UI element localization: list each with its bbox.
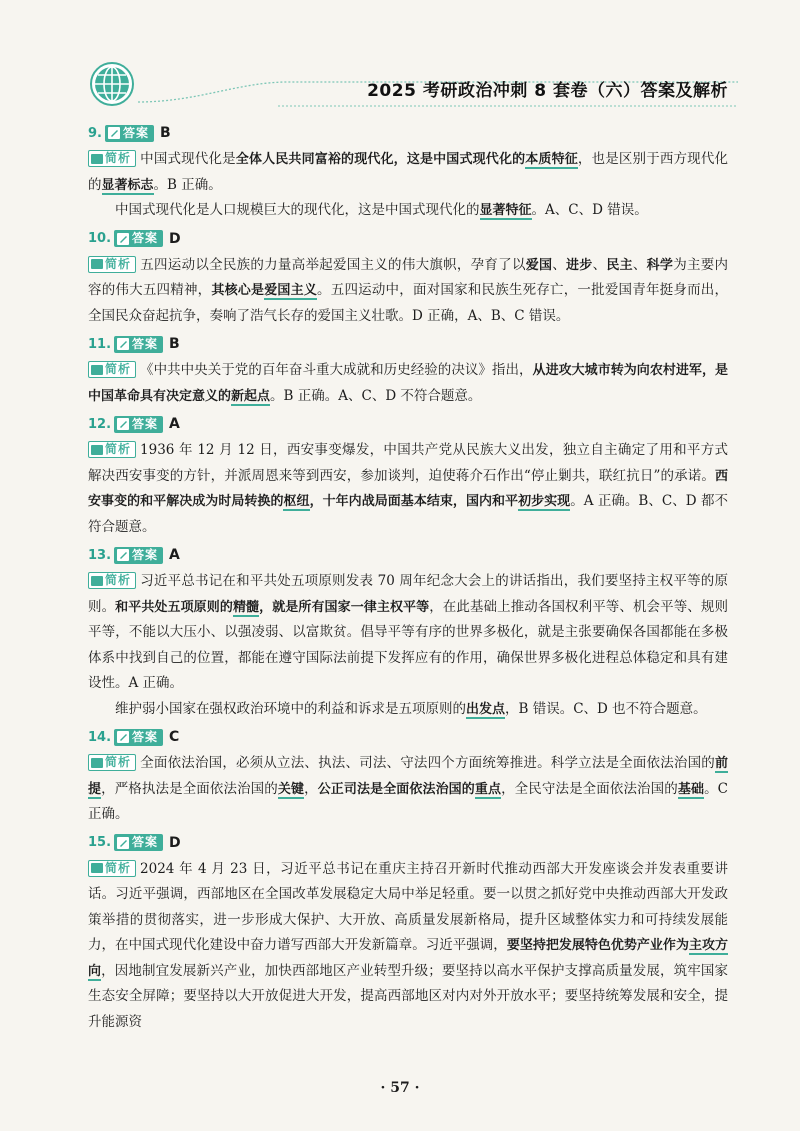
key-term: 新起点 xyxy=(231,388,271,404)
analysis-icon xyxy=(91,445,103,455)
analysis-paragraph xyxy=(88,147,728,198)
analysis-paragraph xyxy=(88,438,728,540)
key-term: 主攻方向 xyxy=(88,938,728,979)
question-block xyxy=(88,333,728,409)
analysis-badge: 简析 xyxy=(88,256,136,273)
answer-badge: 答案 xyxy=(114,416,163,433)
analysis-paragraph xyxy=(88,358,728,409)
question-number: 10. xyxy=(88,231,112,246)
answer-badge: 答案 xyxy=(114,729,163,746)
emphasis-text: 科学 xyxy=(646,257,674,273)
body-text: 中国式现代化是 xyxy=(140,151,236,167)
body-text: 习近平总书记在和平共处五项原则发表 70 周年纪念大会上的讲话指出，我们要坚持主权平等的原则。 xyxy=(88,573,728,615)
emphasis-text: ，十年内战局面基本结束，国内和平 xyxy=(309,494,519,509)
answer-letter: B xyxy=(169,336,180,352)
key-term: 爱国主义 xyxy=(264,283,318,298)
answer-badge: 答案 xyxy=(114,230,163,247)
question-answer-row xyxy=(88,122,728,144)
emphasis-text: 进步 xyxy=(566,257,593,273)
body-text: ，在此基础上推动各国权利平等、机会平等、规则平等，不能以大压小、以强凌弱、以富欺贫。倡导平等有序的世界多极化，就是主张要确保各国都能在多极体系中找到自己的位置，都能在遵守国际法前提下发挥应有的作用，确保世界多极化进程总体稳定和具有建设性。A 正确。 xyxy=(88,598,728,691)
question-answer-row xyxy=(88,726,728,748)
analysis-badge: 简析 xyxy=(88,150,136,167)
question-block xyxy=(88,544,728,722)
key-term: 本质特征 xyxy=(525,152,578,167)
analysis-icon xyxy=(91,259,103,269)
key-term: 前提 xyxy=(88,756,728,797)
analysis-badge: 简析 xyxy=(88,361,136,378)
key-term: 精髓 xyxy=(232,599,260,615)
emphasis-text: 爱国 xyxy=(525,257,553,273)
emphasis-text: 民主 xyxy=(606,257,633,273)
question-block xyxy=(88,413,728,540)
question-block xyxy=(88,832,728,1036)
body-text: 为主要内容的伟大五四精神， xyxy=(88,256,728,298)
analysis-paragraph xyxy=(88,751,728,828)
answer-badge: 答案 xyxy=(114,547,163,564)
answer-content xyxy=(88,122,728,1039)
body-text: ， xyxy=(304,780,318,797)
answer-letter: A xyxy=(169,547,180,563)
question-block xyxy=(88,228,728,330)
emphasis-text: 其核心 xyxy=(211,283,251,298)
pencil-icon xyxy=(116,232,130,246)
body-text: 2024 年 4 月 23 日，习近平总书记在重庆主持召开新时代推动西部大开发座谈会并发表重要讲话。习近平强调，西部地区在全国改革发展稳定大局中举足轻重。要一以贯之抓好党中央推动西部大开发政策举措的贯彻落实，进一步形成大保护、大开放、高质量发展新格局，提升区域整体实力和可持续发展能力，在中国式现代化建设中奋力谱写西部大开发新篇章。习近平强调， xyxy=(88,860,728,953)
body-text: 、 xyxy=(632,256,647,273)
body-text: ，B 错误。C、D 也不符合题意。 xyxy=(505,700,707,717)
body-text: 1936 年 12 月 12 日，西安事变爆发，中国共产党从民族大义出发，独立自主确定了用和平方式解决西安事变的方针，并派周恩来等到西安，参加谈判，迫使蒋介石作出“停止剿共，联红抗日”的承诺。 xyxy=(88,442,728,484)
body-text: 中国式现代化是人口规模巨大的现代化，这是中国式现代化的 xyxy=(115,202,480,218)
question-answer-row xyxy=(88,228,728,250)
analysis-icon xyxy=(91,758,103,768)
body-text: 。A 正确。B、C、D 都不符合题意。 xyxy=(88,493,728,535)
analysis-badge: 简析 xyxy=(88,572,136,589)
question-number: 11. xyxy=(88,336,112,352)
page-header xyxy=(0,0,800,120)
body-text: 《中共中央关于党的百年奋斗重大成就和历史经验的决议》指出， xyxy=(140,362,533,378)
globe-icon xyxy=(88,60,136,108)
answer-letter: B xyxy=(160,125,171,141)
question-block xyxy=(88,122,728,224)
question-block xyxy=(88,726,728,828)
key-term: 显著标志 xyxy=(101,177,154,193)
question-number: 14. xyxy=(88,729,112,745)
key-term: 关键 xyxy=(277,781,305,797)
key-term: 出发点 xyxy=(466,701,506,717)
pencil-icon xyxy=(116,548,130,562)
question-answer-row xyxy=(88,333,728,355)
page-title: 2025 考研政治冲刺 8 套卷（六）答案及解析 xyxy=(367,81,728,101)
analysis-icon xyxy=(91,863,103,873)
body-text: ，严格执法是全面依法治国的 xyxy=(101,780,278,797)
pencil-icon xyxy=(116,417,130,431)
body-text: 、 xyxy=(552,256,567,273)
answer-badge: 答案 xyxy=(105,125,154,142)
body-text: 全面依法治国，必须从立法、执法、司法、守法四个方面统筹推进。科学立法是全面依法治国的 xyxy=(140,755,715,771)
analysis-badge: 简析 xyxy=(88,754,136,771)
emphasis-text: 从进攻大城市转为向农村进军，是中国革命具有决定意义的 xyxy=(88,363,728,404)
page-number: · 57 · xyxy=(380,1080,420,1096)
emphasis-text: 要坚持把发展特色优势产业作为 xyxy=(506,938,689,953)
body-text: 。C 正确。 xyxy=(88,780,728,822)
answer-badge: 答案 xyxy=(114,336,163,353)
analysis-badge: 简析 xyxy=(88,441,136,458)
analysis-icon xyxy=(91,365,103,375)
body-text: ，也是区别于西方现代化的 xyxy=(88,151,728,193)
key-term: 枢纽 xyxy=(283,494,310,509)
key-term: 显著特征 xyxy=(479,203,532,218)
analysis-badge: 简析 xyxy=(88,860,136,877)
question-answer-row xyxy=(88,832,728,854)
body-text: 。五四运动中，面对国家和民族生死存亡，一批爱国青年挺身而出，全国民众奋起抗争，奏响了浩气长存的爱国主义壮歌。D 正确，A、B、C 错误。 xyxy=(88,282,728,324)
emphasis-text: 和平共处五项原则的 xyxy=(115,599,233,615)
emphasis-text: 全体人民共同富裕的现代化，这是中国式现代化的 xyxy=(235,152,526,167)
body-text: 。B 正确。 xyxy=(153,176,222,193)
analysis-icon xyxy=(91,576,103,586)
question-number: 13. xyxy=(88,547,112,563)
analysis-paragraph xyxy=(88,697,728,723)
emphasis-text: ，就是所有国家一律主权平等 xyxy=(259,599,430,615)
pencil-icon xyxy=(116,730,130,744)
analysis-icon xyxy=(91,154,103,164)
key-term: 重点 xyxy=(474,781,502,797)
question-number: 9. xyxy=(88,125,102,141)
body-text: ，全民守法是全面依法治国的 xyxy=(501,780,678,797)
answer-letter: D xyxy=(169,230,181,247)
analysis-paragraph xyxy=(88,198,728,224)
question-number: 15. xyxy=(88,835,112,850)
body-text: 维护弱小国家在强权政治环境中的利益和诉求是五项原则的 xyxy=(115,700,466,717)
pencil-icon xyxy=(116,836,130,850)
question-answer-row xyxy=(88,413,728,435)
answer-letter: C xyxy=(169,729,180,745)
key-term: 基础 xyxy=(677,781,705,797)
question-answer-row xyxy=(88,544,728,566)
answer-letter: D xyxy=(169,834,181,851)
analysis-paragraph xyxy=(88,253,728,330)
emphasis-text: 是 xyxy=(250,283,265,298)
body-text: 、 xyxy=(592,256,607,273)
body-text: 。B 正确。A、C、D 不符合题意。 xyxy=(270,387,482,404)
body-text: ，因地制宜发展新兴产业，加快西部地区产业转型升级；要坚持以高水平保护支撑高质量发展，筑牢国家生态安全屏障；要坚持以大开放促进大开发，提高西部地区对内对外开放水平；要坚持统筹发展和安全，提升能源资 xyxy=(88,962,728,1030)
answer-badge: 答案 xyxy=(114,834,163,851)
body-text: 。A、C、D 错误。 xyxy=(531,202,648,218)
analysis-paragraph xyxy=(88,857,728,1036)
pencil-icon xyxy=(107,126,121,140)
analysis-paragraph xyxy=(88,569,728,697)
answer-letter: A xyxy=(169,416,180,432)
emphasis-text: 公正司法是全面依法治国的 xyxy=(317,781,475,797)
question-number: 12. xyxy=(88,416,112,432)
key-term: 初步实现 xyxy=(518,494,571,509)
pencil-icon xyxy=(116,337,130,351)
emphasis-text: 西安事变的和平解决成为时局转换的 xyxy=(88,468,728,509)
body-text: 五四运动以全民族的力量高举起爱国主义的伟大旗帜，孕育了以 xyxy=(140,256,526,273)
